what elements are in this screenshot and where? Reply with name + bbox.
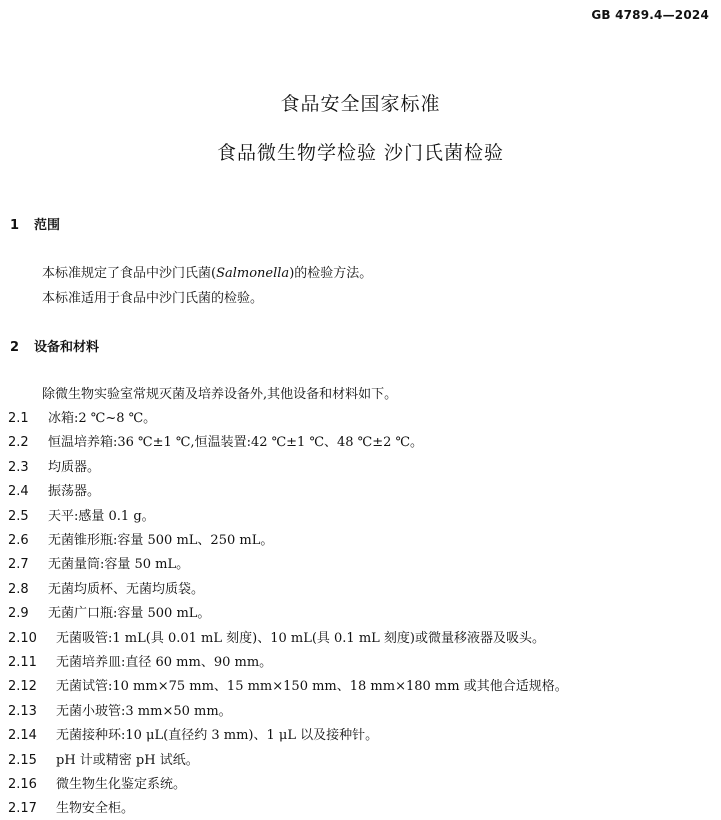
- list-item: [8, 724, 378, 743]
- list-item: [8, 602, 210, 621]
- section-title: 设备和材料: [34, 340, 100, 355]
- item-text: 无菌锥形瓶:容量 500 mL、250 mL。: [48, 533, 274, 548]
- item-text: 无菌接种环:10 μL(直径约 3 mm)、1 μL 以及接种针。: [56, 728, 379, 743]
- item-text: 恒温培养箱:36 ℃±1 ℃,恒温装置:42 ℃±1 ℃、48 ℃±2 ℃。: [48, 435, 424, 450]
- item-text: 生物安全柜。: [56, 801, 135, 816]
- scope-text-after: )的检验方法。: [289, 266, 373, 281]
- item-number: 2.3: [8, 460, 29, 475]
- section-number: 2: [10, 340, 20, 355]
- item-text: 无菌均质杯、无菌均质袋。: [48, 582, 205, 597]
- list-item: [8, 553, 189, 572]
- list-item: [8, 773, 186, 792]
- standard-code: GB 4789.4—2024: [591, 8, 709, 22]
- item-number: 2.8: [8, 582, 29, 597]
- section-heading-scope: [10, 214, 60, 233]
- list-item: [8, 505, 155, 524]
- list-item: [8, 651, 272, 670]
- document-title-line1: 食品安全国家标准: [280, 93, 441, 115]
- item-number: 2.16: [8, 777, 37, 792]
- item-text: 冰箱:2 ℃~8 ℃。: [48, 411, 157, 426]
- item-text: 天平:感量 0.1 g。: [48, 509, 155, 524]
- item-number: 2.12: [8, 679, 37, 694]
- salmonella-latin-name: Salmonella: [216, 266, 290, 281]
- item-number: 2.17: [8, 801, 37, 816]
- item-text: 无菌量筒:容量 50 mL。: [48, 557, 190, 572]
- list-item: [8, 700, 232, 719]
- item-number: 2.10: [8, 631, 37, 646]
- item-number: 2.5: [8, 509, 29, 524]
- item-text: pH 计或精密 pH 试纸。: [56, 753, 199, 768]
- item-text: 无菌吸管:1 mL(具 0.01 mL 刻度)、10 mL(具 0.1 mL 刻度)或微量移液器及吸头。: [56, 631, 545, 646]
- item-text: 振荡器。: [48, 484, 101, 499]
- item-number: 2.11: [8, 655, 37, 670]
- list-item: [8, 675, 568, 694]
- list-item: [8, 749, 199, 768]
- section-title: 范围: [34, 218, 61, 233]
- item-text: 无菌试管:10 mm×75 mm、15 mm×150 mm、18 mm×180 mm 或其他合适规格。: [56, 679, 568, 694]
- item-number: 2.4: [8, 484, 29, 499]
- scope-paragraph-2: 本标准适用于食品中沙门氏菌的检验。: [42, 291, 264, 306]
- item-text: 无菌广口瓶:容量 500 mL。: [48, 606, 211, 621]
- list-item: [8, 529, 273, 548]
- item-text: 均质器。: [48, 460, 101, 475]
- scope-text-before: 本标准规定了食品中沙门氏菌(: [42, 266, 217, 281]
- item-number: 2.1: [8, 411, 29, 426]
- item-text: 无菌小玻管:3 mm×50 mm。: [56, 704, 232, 719]
- list-item: [8, 627, 545, 646]
- list-item: [8, 407, 156, 426]
- item-number: 2.2: [8, 435, 29, 450]
- item-number: 2.9: [8, 606, 29, 621]
- item-number: 2.14: [8, 728, 37, 743]
- section-heading-equipment: [10, 336, 99, 355]
- list-item: [8, 797, 134, 816]
- list-item: [8, 578, 204, 597]
- equipment-intro: 除微生物实验室常规灭菌及培养设备外,其他设备和材料如下。: [42, 387, 398, 402]
- item-number: 2.7: [8, 557, 29, 572]
- list-item: [8, 431, 423, 450]
- document-title-line2: 食品微生物学检验 沙门氏菌检验: [216, 142, 505, 164]
- list-item: [8, 456, 100, 475]
- item-text: 无菌培养皿:直径 60 mm、90 mm。: [56, 655, 273, 670]
- item-number: 2.6: [8, 533, 29, 548]
- list-item: [8, 480, 100, 499]
- item-number: 2.15: [8, 753, 37, 768]
- scope-paragraph-1: [42, 262, 372, 281]
- section-number: 1: [10, 218, 20, 233]
- item-number: 2.13: [8, 704, 37, 719]
- item-text: 微生物生化鉴定系统。: [56, 777, 187, 792]
